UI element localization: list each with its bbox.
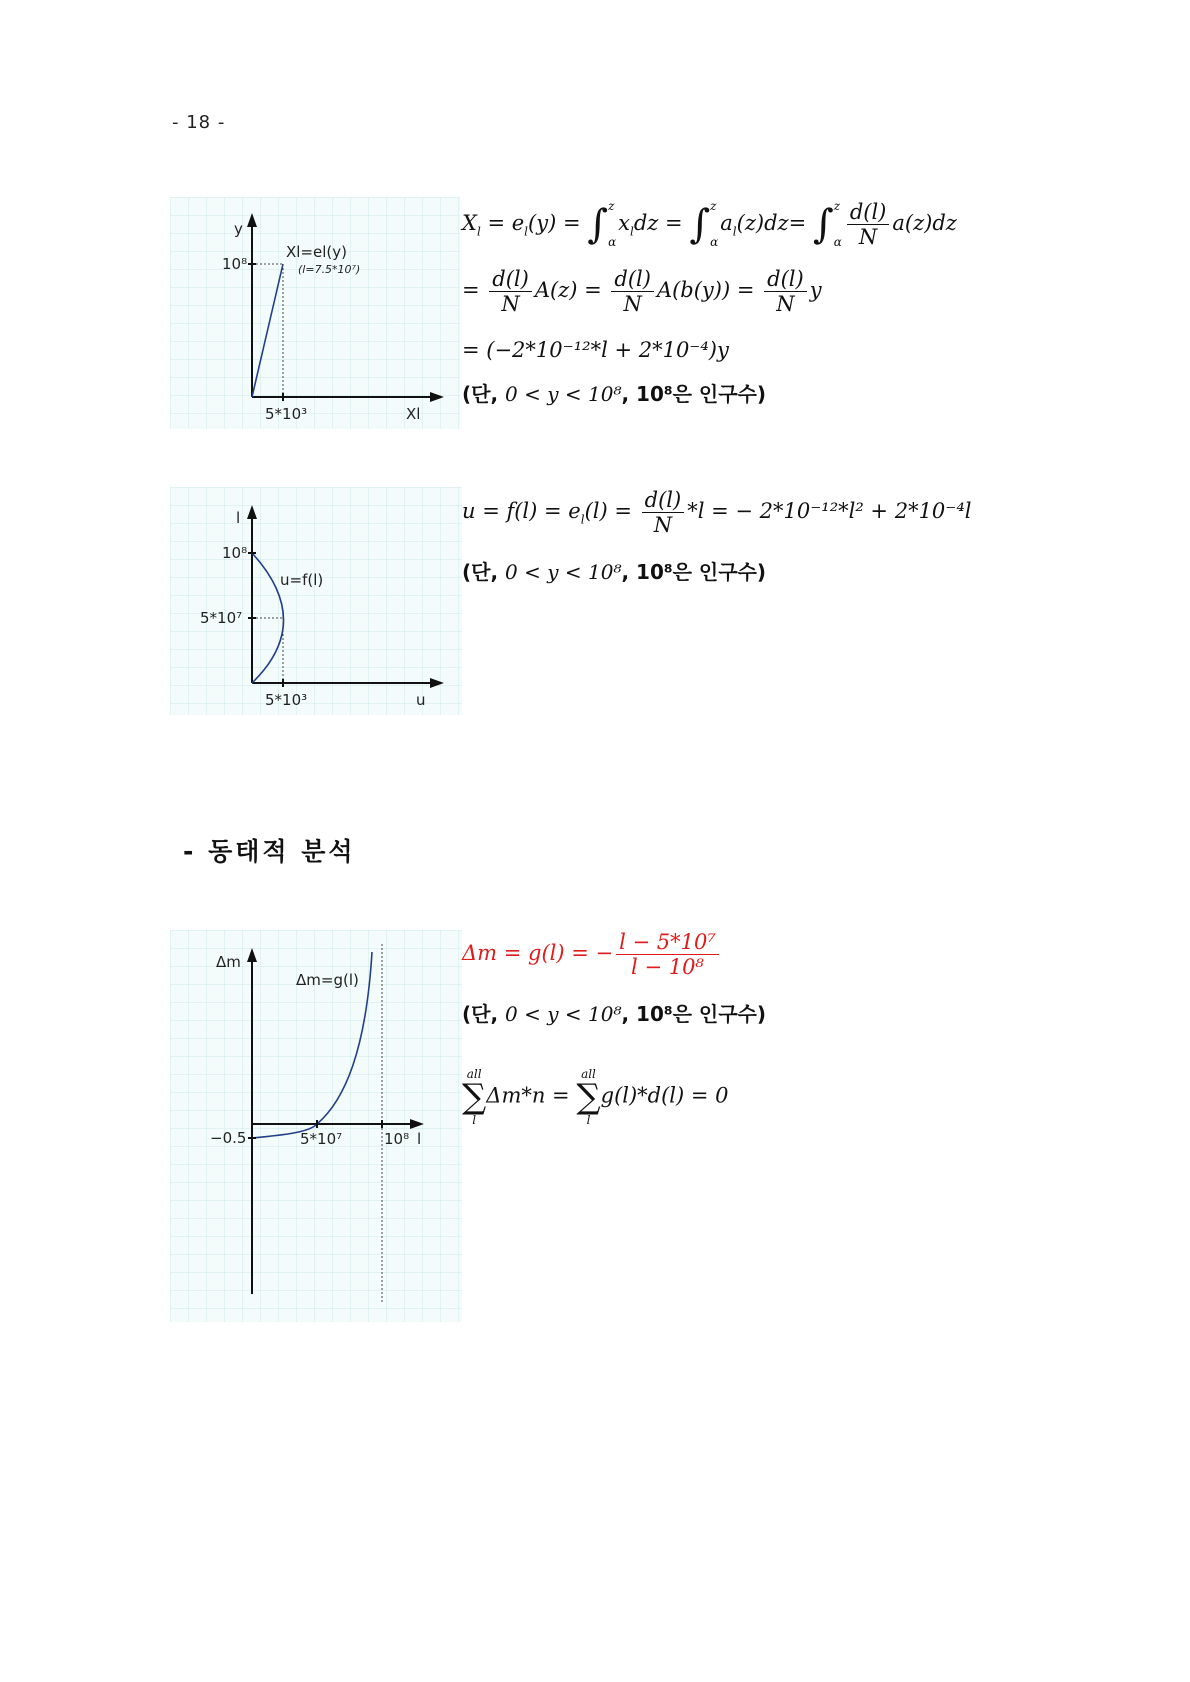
f5-lhs: Δm = g(l) = − [462,941,614,966]
formula-1 [462,200,957,249]
condition-note-1 [462,378,766,407]
f5-denominator: l − 10⁸ [631,955,704,980]
grid-lines [170,487,462,715]
f1-part-2: (y) = [528,211,588,236]
curve-label: Δm=g(l) [296,971,359,989]
integral-limits-1 [608,200,616,248]
note-prefix: (단, [462,560,506,584]
f2-part-2: A(b(y)) = [656,278,762,303]
f1-part-3: x [618,211,631,236]
f4-sub-1: l [580,512,585,527]
note-prefix: (단, [462,1002,506,1026]
f2-fraction-2 [611,267,654,316]
f1-upper-2: z [710,199,717,214]
f2-denominator-3: N [776,292,795,317]
graph-delta-m-vs-l [170,930,462,1322]
f6-upper-2: all [581,1067,596,1081]
summation-2 [576,1068,600,1126]
x-tick-label: 5*10³ [265,691,308,709]
y-axis-label: l [236,509,241,527]
f6-lower-1: l [472,1113,477,1127]
f4-part-1: u = f(l) = e [462,499,581,524]
curve-label: Xl=el(y) [286,243,347,261]
f4-denominator: N [653,513,673,538]
f6-end: g(l)*d(l) = 0 [600,1083,729,1108]
f6-lower-2: l [586,1113,591,1127]
x-tick-label: 5*10³ [265,405,308,423]
f4-part-2: (l) = [584,499,639,524]
f5-fraction [616,930,719,979]
y-tick-label: −0.5 [210,1129,247,1147]
f6-middle: Δm*n = [486,1083,577,1108]
f4-fraction [642,488,685,537]
condition-note-3 [462,998,766,1027]
integral-limits-2 [710,200,718,248]
x-axis-label: l [417,1130,422,1148]
y-tick-label: 10⁸ [222,255,248,273]
formula-2 [462,267,822,316]
sigma-icon: ∑ [576,1077,601,1117]
f1-fraction [847,200,890,249]
page-number: - 18 - [172,112,226,133]
f2-numerator-1: d(l) [489,267,532,292]
f1-lower-1: α [608,234,617,249]
x-axis-label: u [416,691,426,709]
f1-sub-2: l [524,224,529,239]
y-axis-label: y [234,220,243,238]
formula-3: = (−2*10⁻¹²*l + 2*10⁻⁴)y [462,338,729,362]
f1-numerator: d(l) [847,200,890,225]
f1-upper-3: z [833,199,841,214]
formula-5 [462,930,722,979]
x-tick-1-label: 5*10⁷ [300,1130,343,1148]
note-condition: 0 < y < 10⁸ [505,1002,622,1026]
y-tick-top-label: 10⁸ [222,544,248,562]
graph-xl-vs-y [170,197,460,429]
f2-denominator-2: N [623,292,642,317]
graph-3-canvas [170,930,462,1322]
f1-upper-1: z [608,199,615,214]
formula-4 [462,488,972,537]
grid-lines [170,197,460,429]
section-heading: - 동태적 분석 [183,837,356,866]
f1-part-1: = e [480,211,525,236]
f2-fraction-3 [764,267,807,316]
f1-lower-3: α [833,234,842,249]
f2-part-3: y [809,278,822,303]
integral-limits-3 [834,200,842,248]
y-tick-mid-label: 5*10⁷ [200,609,243,627]
note-suffix: , 10⁸은 인구수) [621,1002,767,1026]
integral-sign-icon: ∫ [812,201,834,248]
note-suffix: , 10⁸은 인구수) [621,560,767,584]
note-suffix: , 10⁸은 인구수) [621,382,767,406]
f2-eq: = [462,278,487,303]
note-condition: 0 < y < 10⁸ [505,382,622,406]
f5-numerator: l − 5*10⁷ [616,930,719,955]
formula-6 [462,1068,729,1126]
f1-sub-3: l [630,224,634,239]
f1-lhs: X [462,211,477,236]
f6-upper-1: all [466,1067,482,1081]
f1-part-6: (z)dz= [736,211,813,236]
x-axis-label: Xl [406,405,421,423]
f4-part-3: *l = − 2*10⁻¹²*l² + 2*10⁻⁴l [687,499,972,524]
f1-denominator: N [858,225,878,250]
f1-part-4: dz = [633,211,690,236]
f1-sub-4: l [732,224,737,239]
f1-sub-1: l [476,224,481,239]
curve-sublabel: (l=7.5*10⁷) [298,263,361,276]
summation-1 [462,1068,486,1126]
y-axis-label: Δm [216,953,241,971]
f2-fraction-1 [489,267,532,316]
integral-sign-icon: ∫ [587,201,609,248]
f2-denominator-1: N [501,292,520,317]
condition-note-2 [462,556,766,585]
x-tick-2-label: 10⁸ [384,1130,410,1148]
sigma-icon: ∑ [462,1077,487,1117]
graph-1-canvas [170,197,460,429]
f2-numerator-2: d(l) [611,267,654,292]
curve-label: u=f(l) [280,571,324,589]
f4-numerator: d(l) [642,488,685,513]
f2-numerator-3: d(l) [764,267,807,292]
graph-2-canvas [170,487,462,715]
f1-part-5: a [720,211,733,236]
integral-sign-icon: ∫ [689,201,711,248]
note-prefix: (단, [462,382,506,406]
graph-u-vs-l [170,487,462,715]
f1-part-7: a(z)dz [892,211,957,236]
note-condition: 0 < y < 10⁸ [505,560,622,584]
f1-lower-2: α [710,234,719,249]
f2-part-1: A(z) = [534,278,609,303]
